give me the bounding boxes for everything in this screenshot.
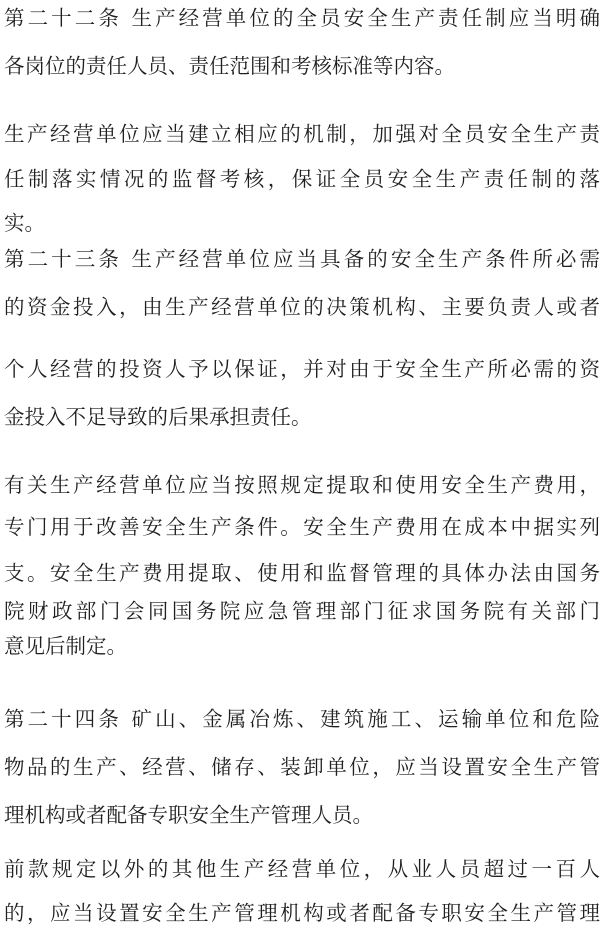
paragraph-4-line-2: 专门用于改善安全生产条件。安全生产费用在成本中据实列 xyxy=(4,515,600,539)
paragraph-2-line-2: 任制落实情况的监督考核，保证全员安全生产责任制的落 xyxy=(4,167,600,191)
paragraph-2-line-3: 实。 xyxy=(4,211,45,235)
paragraph-4-line-1: 有关生产经营单位应当按照规定提取和使用安全生产费用， xyxy=(4,473,600,497)
paragraph-5-line-3: 理机构或者配备专职安全生产管理人员。 xyxy=(4,803,373,827)
paragraph-4-line-4: 院财政部门会同国务院应急管理部门征求国务院有关部门 xyxy=(4,599,600,623)
paragraph-3-line-2: 的资金投入，由生产经营单位的决策机构、主要负责人或者 xyxy=(4,295,600,319)
paragraph-1-line-1: 第二十二条 生产经营单位的全员安全生产责任制应当明确 xyxy=(4,6,600,30)
paragraph-3-line-4: 金投入不足导致的后果承担责任。 xyxy=(4,405,312,429)
paragraph-4-line-5: 意见后制定。 xyxy=(4,634,127,658)
paragraph-4-line-3: 支。安全生产费用提取、使用和监督管理的具体办法由国务 xyxy=(4,561,600,585)
paragraph-1-line-2: 各岗位的责任人员、责任范围和考核标准等内容。 xyxy=(4,54,455,78)
paragraph-6-line-1: 前款规定以外的其他生产经营单位，从业人员超过一百人 xyxy=(4,857,600,881)
paragraph-6-line-2: 的，应当设置安全生产管理机构或者配备专职安全生产管理 xyxy=(4,901,600,925)
paragraph-3-line-3: 个人经营的投资人予以保证，并对由于安全生产所必需的资 xyxy=(4,357,600,381)
paragraph-5-line-1: 第二十四条 矿山、金属冶炼、建筑施工、运输单位和危险 xyxy=(4,707,600,731)
paragraph-2-line-1: 生产经营单位应当建立相应的机制，加强对全员安全生产责 xyxy=(4,122,600,146)
paragraph-3-line-1: 第二十三条 生产经营单位应当具备的安全生产条件所必需 xyxy=(4,247,600,271)
paragraph-5-line-2: 物品的生产、经营、储存、装卸单位，应当设置安全生产管 xyxy=(4,755,600,779)
